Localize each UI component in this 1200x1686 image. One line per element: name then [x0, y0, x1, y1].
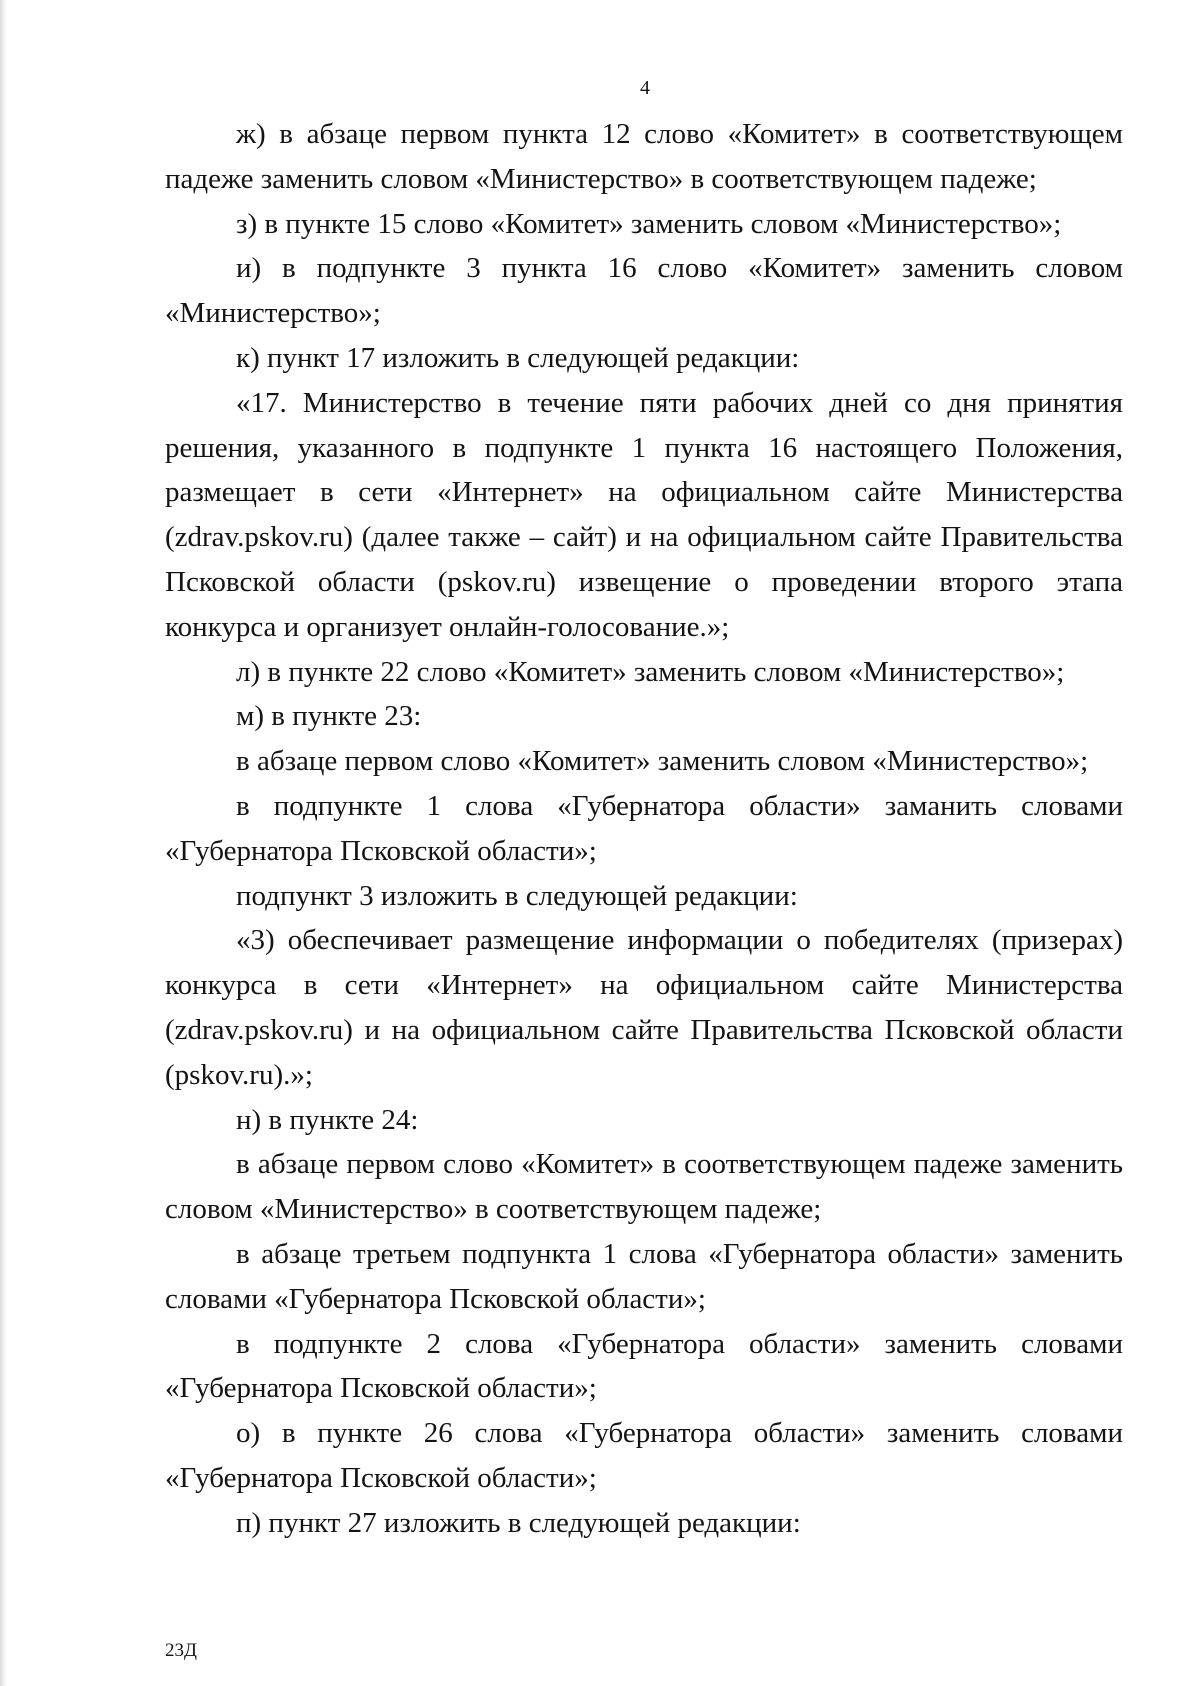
paragraph-n-first-abzac: в абзаце первом слово «Комитет» в соответствующем падеже заменить словом «Министерство» в соответствующем падеже;	[165, 1148, 1123, 1226]
paragraph-subpoint-3-text: «3) обеспечивает размещение информации о победителях (призерах) конкурса в сети «Интернет» на официальном сайте Министерства (zdrav.pskov.ru) и на официальном сайте Правительства Псковской области (pskov.ru).»;	[165, 924, 1123, 1091]
footer-code: 23Д	[165, 1640, 197, 1661]
paragraph-k: к) пункт 17 изложить в следующей редакции:	[236, 341, 800, 374]
paragraph-n: н) в пункте 24:	[236, 1103, 419, 1136]
paragraph-m-subpoint-3: подпункт 3 изложить в следующей редакции:	[236, 879, 798, 912]
paragraph-l: л) в пункте 22 слово «Комитет» заменить словом «Министерство»;	[236, 655, 1065, 688]
paragraph-p: п) пункт 27 изложить в следующей редакции:	[236, 1506, 801, 1539]
document-body	[165, 112, 1123, 1546]
paragraph-m-first-abzac: в абзаце первом слово «Комитет» заменить словом «Министерство»;	[236, 745, 1089, 778]
paragraph-m-subpoint-1: в подпункте 1 слова «Губернатора области» заманить словами «Губернатора Псковской области»;	[165, 789, 1123, 867]
paragraph-o: о) в пункте 26 слова «Губернатора области» заменить словами «Губернатора Псковской области»;	[165, 1417, 1123, 1494]
paragraph-n-third-abzac: в абзаце третьем подпункта 1 слова «Губернатора области» заменить словами «Губернатора Псковской области»;	[165, 1237, 1123, 1315]
paragraph-m: м) в пункте 23:	[236, 700, 422, 733]
paragraph-zh: ж) в абзаце первом пункта 12 слово «Комитет» в соответствующем падеже заменить словом «Министерство» в соответствующем падеже;	[165, 118, 1123, 195]
page-number: 4	[640, 77, 650, 99]
scan-edge	[0, 0, 7, 1686]
paragraph-i: и) в подпункте 3 пункта 16 слово «Комитет» заменить словом «Министерство»;	[165, 252, 1123, 330]
paragraph-z: з) в пункте 15 слово «Комитет» заменить словом «Министерство»;	[236, 207, 1062, 240]
paragraph-point-17-text: «17. Министерство в течение пяти рабочих дней со дня принятия решения, указанного в подпункте 1 пункта 16 настоящего Положения, размещает в сети «Интернет» на официальном сайте Министерства (zdrav.pskov.ru) (далее также – сайт) и на официальном сайте Правительства Псковской области (pskov.ru) извещение о проведении второго этапа конкурса и организует онлайн-голосование.»;	[165, 386, 1123, 643]
paragraph-n-subpoint-2: в подпункте 2 слова «Губернатора области» заменить словами «Губернатора Псковской области»;	[165, 1327, 1123, 1405]
